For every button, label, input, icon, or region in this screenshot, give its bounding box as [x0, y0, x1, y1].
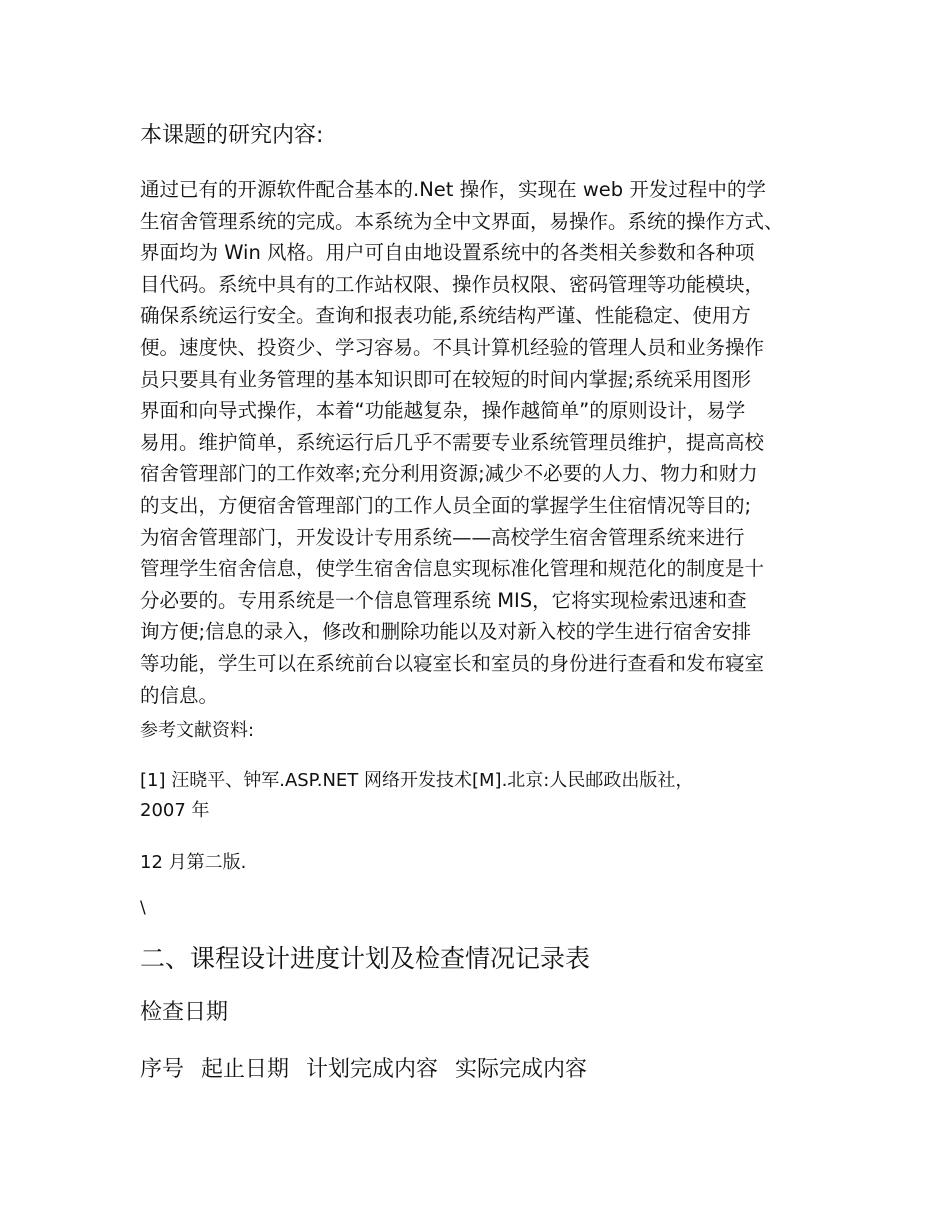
body-line: 宿舍管理部门的工作效率;充分利用资源;减少不必要的人力、物力和财力 — [140, 462, 758, 486]
research-content-body — [140, 174, 784, 711]
section-2-heading: 二、课程设计进度计划及检查情况记录表 — [140, 944, 591, 973]
body-line: 生宿舍管理系统的完成。本系统为全中文界面，易操作。系统的操作方式、 — [140, 209, 784, 233]
body-line: 为宿舍管理部门，开发设计专用系统——高校学生宿舍管理系统来进行 — [140, 525, 745, 549]
body-line: 便。速度快、投资少、学习容易。不具计算机经验的管理人员和业务操作 — [140, 335, 765, 359]
column-header-actual-content: 实际完成内容 — [455, 1057, 588, 1082]
reference-continuation: 12 月第二版. — [140, 852, 247, 873]
reference-line: 2007 年 — [140, 800, 210, 821]
schedule-column-headers — [140, 1054, 587, 1086]
reference-item-1 — [140, 766, 693, 826]
body-line: 目代码。系统中具有的工作站权限、操作员权限、密码管理等功能模块， — [140, 272, 765, 296]
column-header-index: 序号 — [140, 1057, 185, 1082]
body-line: 确保系统运行安全。查询和报表功能,系统结构严谨、性能稳定、使用方 — [140, 304, 751, 328]
body-line: 通过已有的开源软件配合基本的.Net 操作，实现在 web 开发过程中的学 — [140, 178, 766, 201]
body-line: 管理学生宿舍信息，使学生宿舍信息实现标准化管理和规范化的制度是十 — [140, 557, 765, 581]
reference-line: [1] 汪晓平、钟军.ASP.NET 网络开发技术[M].北京:人民邮政出版社， — [140, 770, 694, 791]
research-content-heading: 本课题的研究内容: — [140, 123, 324, 148]
references-label: 参考文献资料: — [140, 720, 255, 741]
body-line: 界面均为 Win 风格。用户可自由地设置系统中的各类相关参数和各种项 — [140, 241, 755, 265]
body-line: 的支出，方便宿舍管理部门的工作人员全面的掌握学生住宿情况等目的; — [140, 493, 752, 517]
column-header-planned-content: 计划完成内容 — [306, 1057, 439, 1082]
body-line: 员只要具有业务管理的基本知识即可在较短的时间内掌握;系统采用图形 — [140, 367, 752, 391]
body-line: 易用。维护简单，系统运行后几乎不需要专业系统管理员维护，提高高校 — [140, 430, 765, 454]
column-header-date-range: 起止日期 — [201, 1057, 290, 1082]
stray-backslash: \ — [140, 898, 146, 918]
body-line: 等功能，学生可以在系统前台以寝室长和室员的身份进行查看和发布寝室 — [140, 651, 765, 675]
body-line: 界面和向导式操作，本着“功能越复杂，操作越简单”的原则设计，易学 — [140, 399, 746, 423]
body-line: 分必要的。专用系统是一个信息管理系统 MIS，它将实现检索迅速和查 — [140, 588, 747, 612]
body-line: 的信息。 — [140, 683, 219, 707]
body-line: 询方便;信息的录入，修改和删除功能以及对新入校的学生进行宿舍安排 — [140, 620, 752, 644]
check-date-label: 检查日期 — [140, 1000, 229, 1025]
